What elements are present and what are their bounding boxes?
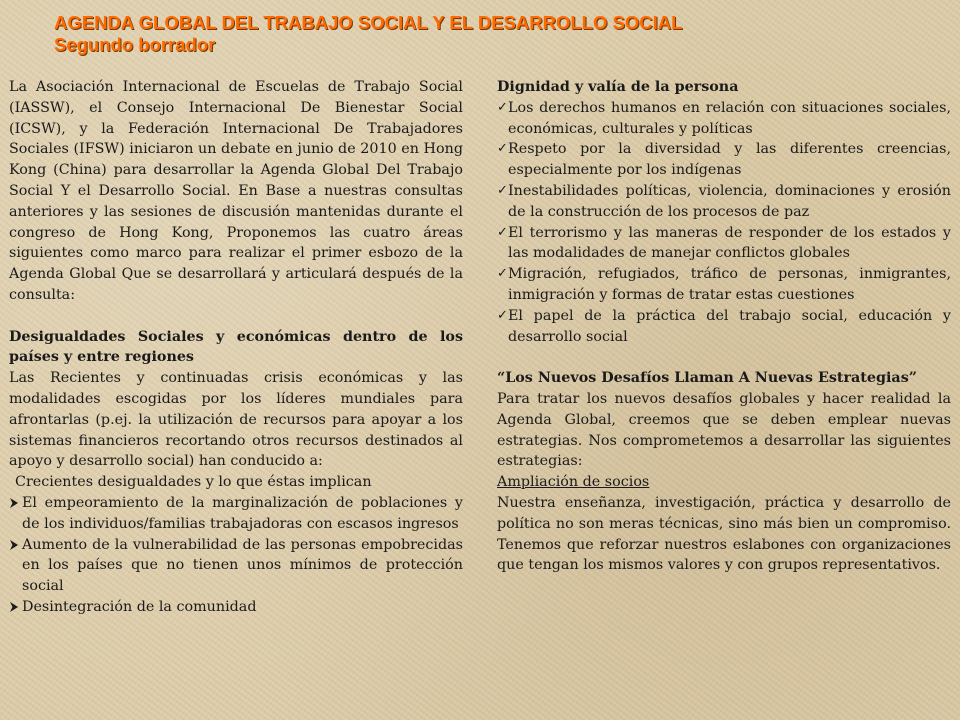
check-text: El papel de la práctica del trabajo social, educación y desarrollo social — [508, 307, 951, 345]
check-text: Los derechos humanos en relación con situaciones sociales, económicas, culturales y políticas — [508, 99, 951, 137]
list-item — [497, 181, 951, 223]
bullet-text: Aumento de la vulnerabilidad de las personas empobrecidas en los países que no tienen unos mínimos de protección social — [22, 536, 463, 595]
checkmark-icon: ✓ — [497, 307, 508, 323]
inequality-subhead: Crecientes desigualdades y lo que éstas implican — [15, 474, 372, 491]
list-item — [9, 535, 463, 597]
list-item — [497, 139, 951, 181]
spacer — [9, 306, 463, 327]
inequality-paragraph: Las Recientes y continuadas crisis económicas y las modalidades escogidas por los líderes mundiales para afrontarlas (p.ej. la utilización de recursos para apoyar a los sistemas financieros recortando otros recursos destinados al apoyo y desarrollo social) han conducido a: — [9, 370, 463, 470]
section-heading-inequality: Desigualdades Sociales y económicas dentro de los países y entre regiones — [9, 328, 463, 366]
list-item — [497, 264, 951, 306]
right-column — [497, 77, 951, 576]
check-text: El terrorismo y las maneras de responder de los estados y las modalidades de manejar conflictos globales — [508, 224, 951, 262]
check-text: Migración, refugiados, tráfico de personas, inmigrantes, inmigración y formas de tratar estas cuestiones — [508, 266, 951, 303]
list-item — [9, 493, 463, 535]
intro-paragraph: La Asociación Internacional de Escuelas de Trabajo Social (IASSW), el Consejo Internacional De Bienestar Social (ICSW), y la Federación Internacional De Trabajadores Sociales (IFSW) iniciaron un debate en junio de 2010 en Hong Kong (China) para desarrollar la Agenda Global Del Trabajo Social Y el Desarrollo Social. En Base a nuestras consultas anteriores y las sesiones de discusión mantenidas durante el congreso de Hong Kong, Proponemos las cuatro áreas siguientes como marco para realizar el primer esbozo de la Agenda Global Que se desarrollará y articulará después de la consulta: — [9, 79, 463, 303]
checkmark-icon: ✓ — [497, 141, 508, 157]
list-item — [9, 597, 463, 618]
checkmark-icon: ✓ — [497, 224, 508, 240]
list-item — [497, 98, 951, 140]
list-item — [497, 223, 951, 265]
spacer — [497, 347, 951, 368]
section-heading-dignity: Dignidad y valía de la persona — [497, 79, 739, 95]
partners-paragraph: Nuestra enseñanza, investigación, práctica y desarrollo de política no son meras técnicas, sino más bien un compromiso. Tenemos que reforzar nuestros eslabones con organizaciones que tengan los mismos valores y con grupos representativos. — [497, 494, 951, 574]
slide-title — [54, 12, 682, 56]
check-text: Respeto por la diversidad y las diferentes creencias, especialmente por los indígenas — [508, 141, 951, 179]
title-line-1: AGENDA GLOBAL DEL TRABAJO SOCIAL Y EL DESARROLLO SOCIAL — [54, 12, 683, 33]
list-item — [497, 306, 951, 348]
bullet-text: El empeoramiento de la marginalización de poblaciones y de los individuos/familias trabajadoras con escasos ingresos — [22, 494, 463, 532]
checkmark-icon: ✓ — [497, 99, 508, 115]
strategies-heading: “Los Nuevos Desafíos Llaman A Nuevas Estrategias” — [497, 370, 917, 387]
check-text: Inestabilidades políticas, violencia, dominaciones y erosión de la construcción de los procesos de paz — [508, 182, 951, 220]
checkmark-icon: ✓ — [497, 182, 508, 198]
partners-subheading: Ampliación de socios — [497, 474, 650, 491]
left-column — [9, 77, 463, 618]
title-line-2: Segundo borrador — [54, 34, 216, 55]
strategies-paragraph: Para tratar los nuevos desafíos globales y hacer realidad la Agenda Global, creemos que se deben emplear nuevas estrategias. Nos comprometemos a desarrollar las siguientes estrategias: — [497, 390, 951, 470]
bullet-text: Desintegración de la comunidad — [22, 598, 257, 615]
checkmark-icon: ✓ — [497, 266, 508, 282]
